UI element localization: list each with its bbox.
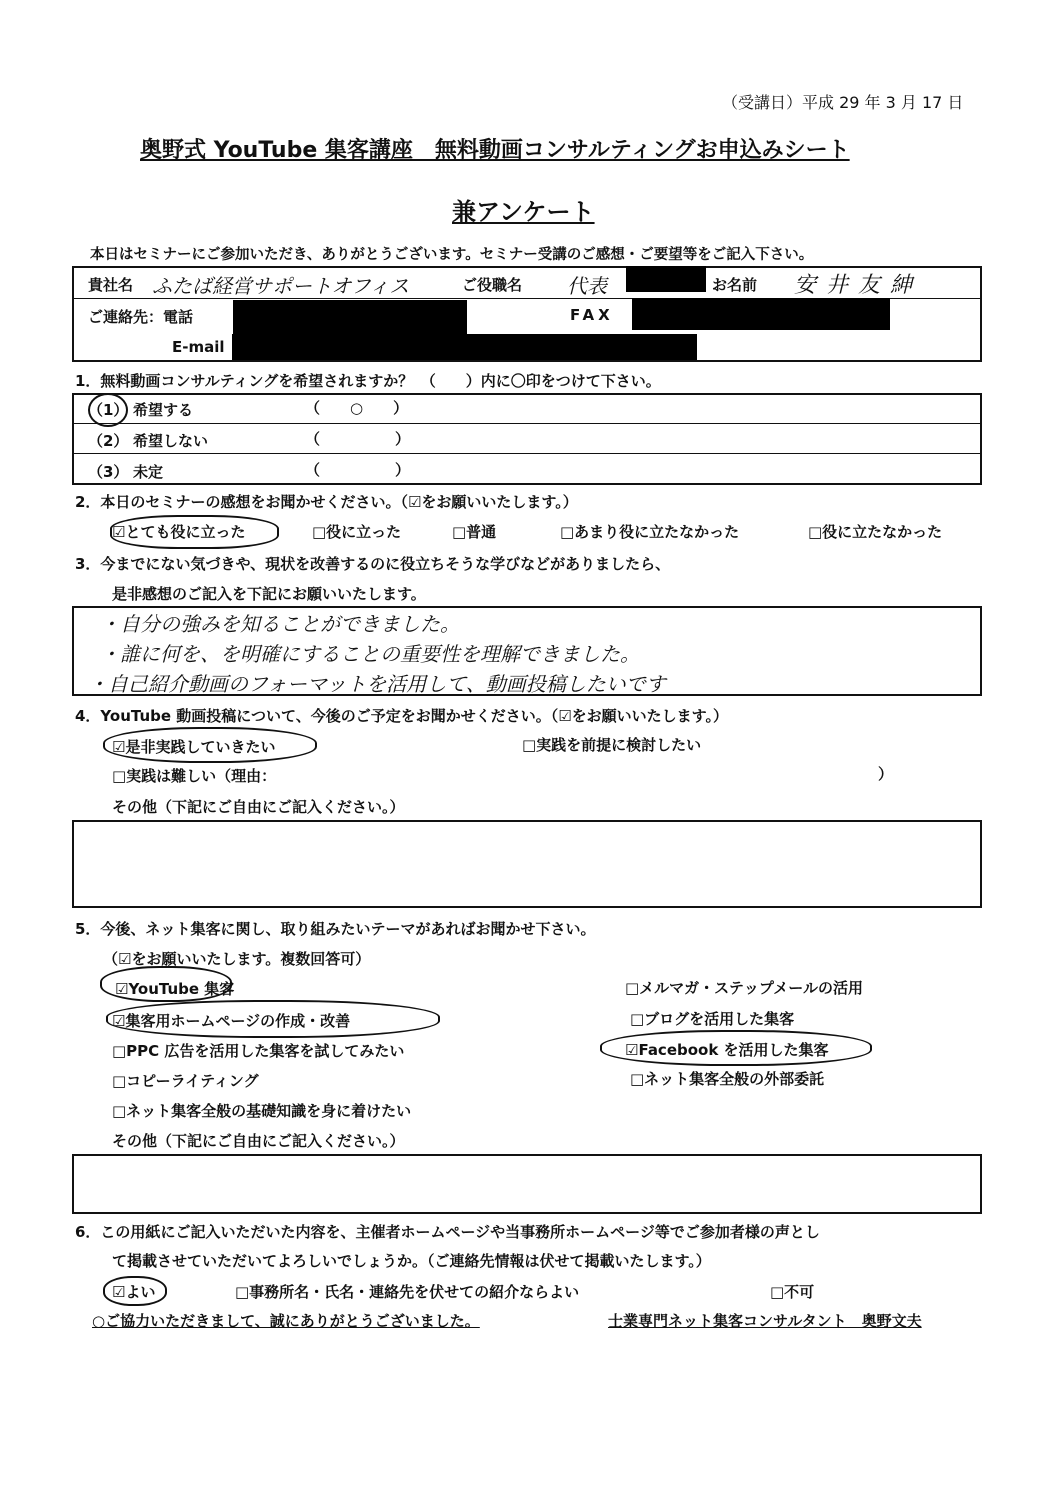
circle-mark-icon [600, 1030, 872, 1066]
q6-question: 6．この用紙にご記入いただいた内容を、主催者ホームページや当事務所ホームページ等でご参加者様の声とし [75, 1223, 820, 1241]
q1-option-mark[interactable]: （ ） [305, 430, 411, 448]
q4-option-consider[interactable]: □実践を前提に検討したい [522, 736, 702, 754]
q2-option-not-very-useful[interactable]: □あまり役に立たなかった [560, 523, 740, 541]
q5-option-facebook[interactable]: ☑Facebook を活用した集客 [625, 1041, 829, 1059]
q5-option-copywriting[interactable]: □コピーライティング [112, 1072, 259, 1090]
q5-option-mailmag[interactable]: □メルマガ・ステップメールの活用 [625, 979, 863, 997]
position-label: ご役職名 [462, 276, 523, 294]
q4-other-box[interactable] [72, 820, 982, 908]
form-title: 奥野式 YouTube 集客講座 無料動画コンサルティングお申込みシート [140, 138, 850, 163]
phone-redaction [233, 300, 467, 334]
q5-option-outsource[interactable]: □ネット集客全般の外部委託 [630, 1070, 825, 1088]
q5-option-blog[interactable]: □ブログを活用した集客 [630, 1010, 795, 1028]
company-value[interactable]: ふたば経営サポートオフィス [152, 274, 410, 298]
q6-option-ok[interactable]: ☑よい [112, 1283, 156, 1301]
circle-mark-icon [103, 1276, 167, 1306]
email-label: E-mail [172, 338, 225, 356]
intro-text: 本日はセミナーにご参加いただき、ありがとうございます。セミナー受講のご感想・ご要望等をご記入下さい。 [90, 247, 814, 263]
company-label: 貴社名 [88, 276, 134, 294]
q5-question: 5．今後、ネット集客に関し、取り組みたいテーマがあればお聞かせ下さい。 [75, 920, 596, 938]
q3-question-line2: 是非感想のご記入を下記にお願いいたします。 [112, 585, 426, 603]
q2-option-not-useful[interactable]: □役に立たなかった [808, 523, 943, 541]
q4-option-difficult[interactable]: □実践は難しい（理由： [112, 767, 277, 785]
q6-option-no[interactable]: □不可 [770, 1283, 815, 1301]
q4-other-label: その他（下記にご自由にご記入ください。） [112, 798, 405, 816]
q1-option-mark[interactable]: （ ） [305, 461, 411, 479]
phone-label: ご連絡先：電話 [88, 308, 194, 326]
circle-mark-icon [88, 393, 128, 427]
name-value[interactable]: 安井友紳 [794, 273, 923, 298]
q6-question-line2: て掲載させていただいてよろしいでしょうか。（ご連絡先情報は伏せて掲載いたします。） [112, 1252, 711, 1270]
q3-question: 3．今までにない気づきや、現状を改善するのに役立ちそうな学びなどがありましたら、 [75, 555, 671, 573]
q1-row-divider [72, 423, 982, 424]
q6-option-anonymous[interactable]: □事務所名・氏名・連絡先を伏せての紹介ならよい [235, 1283, 580, 1301]
q1-row-divider [72, 453, 982, 454]
q5-option-basics[interactable]: □ネット集客全般の基礎知識を身に着けたい [112, 1102, 412, 1120]
q1-option-num: （3） [88, 463, 129, 481]
q1-box [72, 393, 982, 485]
q4-question: 4．YouTube 動画投稿について、今後のご予定をお聞かせください。（☑をお願いいたします。） [75, 707, 728, 725]
q4-reason-close: ） [878, 765, 894, 783]
q3-answer-line: ・自分の強みを知ることができました。 [100, 612, 460, 636]
q5-other-box[interactable] [72, 1154, 982, 1214]
circle-mark-icon [100, 966, 235, 1002]
q3-answer-line: ・自己紹介動画のフォーマットを活用して、動画投稿したいです [88, 672, 666, 696]
q2-question: 2．本日のセミナーの感想をお聞かせください。（☑をお願いいたします。） [75, 493, 578, 511]
form-subtitle: 兼アンケート [452, 198, 595, 226]
email-redaction [232, 334, 697, 360]
q2-option-normal[interactable]: □普通 [452, 523, 497, 541]
q2-option-useful[interactable]: □役に立った [312, 523, 402, 541]
q1-option-label: 未定 [133, 463, 164, 481]
redaction-block [626, 266, 706, 292]
thanks-text: ○ご協力いただきまして、誠にありがとうございました。 [92, 1312, 480, 1330]
signature-text: 士業専門ネット集客コンサルタント 奥野文夫 [608, 1312, 922, 1330]
circle-mark-icon [106, 1000, 440, 1038]
q5-option-ppc[interactable]: □PPC 広告を活用した集客を試してみたい [112, 1042, 405, 1060]
q4-option-will-practice[interactable]: ☑是非実践していきたい [112, 738, 276, 756]
q1-option-num: （1） [88, 401, 129, 419]
date-line: （受講日）平成 29 年 3 月 17 日 [722, 93, 964, 112]
q1-option-label: 希望しない [133, 432, 209, 450]
q5-option-homepage[interactable]: ☑集客用ホームページの作成・改善 [112, 1012, 351, 1030]
circle-mark-icon [110, 515, 279, 549]
q3-answer-line: ・誰に何を、を明確にすることの重要性を理解できました。 [100, 642, 640, 666]
q1-option-num: （2） [88, 432, 129, 450]
fax-label: FAX [570, 306, 614, 324]
q5-note: （☑をお願いいたします。複数回答可） [103, 950, 371, 968]
fax-redaction [632, 298, 890, 330]
q1-question: 1．無料動画コンサルティングを希望されますか？ （ ）内に〇印をつけて下さい。 [75, 372, 661, 390]
position-value[interactable]: 代表 [567, 274, 607, 298]
circle-mark-icon [103, 727, 317, 763]
q5-other-label: その他（下記にご自由にご記入ください。） [112, 1132, 405, 1150]
q5-option-youtube[interactable]: ☑YouTube 集客 [115, 980, 235, 998]
q1-option-label: 希望する [133, 401, 194, 419]
q2-option-very-useful[interactable]: ☑とても役に立った [112, 523, 246, 541]
q1-option-mark[interactable]: （ ○ ） [305, 399, 409, 417]
name-label: お名前 [712, 276, 758, 294]
